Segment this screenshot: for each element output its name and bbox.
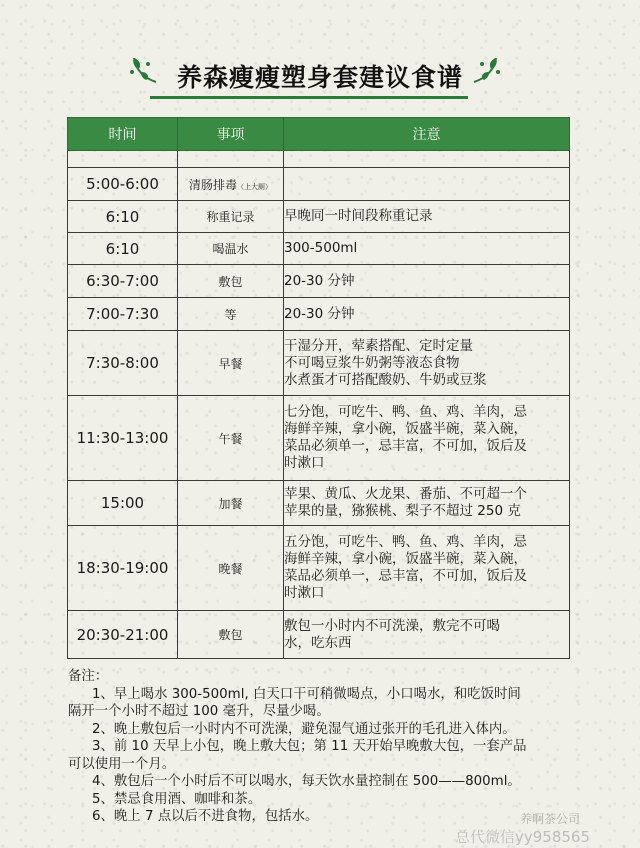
table-row xyxy=(68,233,570,265)
note-line: 七分饱，可吃牛、鸭、鱼、鸡、羊肉，忌 xyxy=(284,404,527,420)
page-title: 养森瘦瘦塑身套建议食谱 xyxy=(176,63,463,92)
table-row xyxy=(68,331,570,396)
floral-ornament-icon xyxy=(126,52,160,86)
remark-item: 1、早上喝水 300-500ml, 白天口干可稍微喝点，小口喝水，和吃饭时间 xyxy=(92,686,521,702)
header-time: 时间 xyxy=(68,118,178,151)
item-cell xyxy=(178,331,284,396)
note-line: 苹果、黄瓜、火龙果、番茄、不可超一个 xyxy=(284,486,527,502)
item-label: 敷包 xyxy=(218,274,243,289)
time-cell: 11:30-13:00 xyxy=(68,396,178,481)
note-line: 20-30 分钟 xyxy=(284,272,355,289)
item-cell xyxy=(178,201,284,233)
remark-item: 3、前 10 天早上小包，晚上敷大包；第 11 天开始早晚敷大包，一套产品 xyxy=(92,739,527,754)
floral-ornament-icon xyxy=(470,52,504,86)
time-cell: 7:30-8:00 xyxy=(68,331,178,396)
note-line: 不可喝豆浆牛奶粥等液态食物 xyxy=(284,354,460,371)
time-cell: 6:10 xyxy=(68,233,178,265)
item-label: 早餐 xyxy=(218,356,243,371)
note-cell xyxy=(284,233,570,265)
remarks-label: 备注： xyxy=(68,669,109,684)
item-label: 清肠排毒 xyxy=(188,177,237,192)
note-line: 早晚同一时间段称重记录 xyxy=(284,208,433,224)
item-cell xyxy=(178,481,284,526)
title-area xyxy=(0,44,640,100)
time-cell: 18:30-19:00 xyxy=(68,526,178,611)
table-header-row xyxy=(68,118,570,151)
table-row xyxy=(68,168,570,201)
remark-continuation: 可以使用一个月。 xyxy=(68,756,176,772)
note-line: 水，吃东西 xyxy=(284,634,352,651)
remark-item: 2、晚上敷包后一小时内不可洗澡，避免湿气通过张开的毛孔进入体内。 xyxy=(92,721,516,737)
item-cell xyxy=(178,168,284,201)
remark-continuation: 隔开一个小时不超过 100 毫升，尽量少喝。 xyxy=(68,704,330,719)
time-cell: 7:00-7:30 xyxy=(68,298,178,331)
header-note: 注意 xyxy=(284,118,570,151)
table-row xyxy=(68,526,570,611)
remark-item: 4、敷包后一个小时后不可以喝水，每天饮水量控制在 500——800ml。 xyxy=(92,774,521,789)
item-cell xyxy=(178,611,284,659)
diet-schedule-table xyxy=(67,117,570,659)
note-cell xyxy=(284,331,570,396)
watermark-company: 养啊茶公司 xyxy=(520,812,581,826)
item-label: 等 xyxy=(224,307,237,322)
item-label: 敷包 xyxy=(218,628,243,642)
watermark-contact: 总代微信yy958565 xyxy=(455,828,591,846)
note-line: 20-30 分钟 xyxy=(284,305,355,322)
note-cell xyxy=(284,481,570,526)
item-label: 喝温水 xyxy=(212,242,249,256)
note-line: 时漱口 xyxy=(284,585,325,601)
remark-item: 6、晚上 7 点以后不进食物，包括水。 xyxy=(92,809,319,824)
note-line: 水煮蛋才可搭配酸奶、牛奶或豆浆 xyxy=(284,371,487,388)
item-cell xyxy=(178,233,284,265)
time-cell: 6:10 xyxy=(68,201,178,233)
item-label: 加餐 xyxy=(218,496,243,511)
table-spacer-row xyxy=(68,151,570,168)
remarks-section xyxy=(68,668,568,826)
item-cell xyxy=(178,265,284,298)
note-cell xyxy=(284,526,570,611)
table-row xyxy=(68,265,570,298)
time-cell: 6:30-7:00 xyxy=(68,265,178,298)
note-line: 时漱口 xyxy=(284,455,325,471)
note-line: 敷包一小时内不可洗澡，敷完不可喝 xyxy=(284,617,500,634)
note-line: 菜品必须单一，忌丰富，不可加，饭后及 xyxy=(284,438,527,454)
note-cell xyxy=(284,611,570,659)
note-cell xyxy=(284,396,570,481)
note-line: 菜品必须单一，忌丰富，不可加，饭后及 xyxy=(284,568,527,584)
item-label: 称重记录 xyxy=(206,210,255,224)
title-underline xyxy=(150,96,468,99)
item-cell xyxy=(178,396,284,481)
table-row xyxy=(68,396,570,481)
note-line: 300-500ml xyxy=(284,240,358,256)
item-cell xyxy=(178,298,284,331)
note-line: 苹果的量，猕猴桃、梨子不超过 250 克 xyxy=(284,503,521,519)
time-cell: 5:00-6:00 xyxy=(68,168,178,201)
item-label: 晚餐 xyxy=(218,561,243,576)
note-line: 五分饱，可吃牛、鸭、鱼、鸡、羊肉，忌 xyxy=(284,534,527,550)
note-line: 海鲜辛辣，拿小碗，饭盛半碗，菜入碗， xyxy=(284,551,527,567)
item-cell xyxy=(178,526,284,611)
item-sublabel: （上大厕） xyxy=(237,182,272,191)
note-cell xyxy=(284,265,570,298)
note-line: 海鲜辛辣，拿小碗，饭盛半碗，菜入碗， xyxy=(284,421,527,437)
note-line: 干湿分开，荤素搭配、定时定量 xyxy=(284,337,473,354)
note-cell xyxy=(284,168,570,201)
table-row xyxy=(68,611,570,659)
item-label: 午餐 xyxy=(218,431,243,446)
remarks-list xyxy=(68,686,568,826)
time-cell: 20:30-21:00 xyxy=(68,611,178,659)
note-cell xyxy=(284,201,570,233)
time-cell: 15:00 xyxy=(68,481,178,526)
remark-item: 5、禁忌食用酒、咖啡和茶。 xyxy=(92,791,262,807)
table-row xyxy=(68,481,570,526)
header-item: 事项 xyxy=(178,118,284,151)
table-row xyxy=(68,201,570,233)
note-cell xyxy=(284,298,570,331)
table-row xyxy=(68,298,570,331)
